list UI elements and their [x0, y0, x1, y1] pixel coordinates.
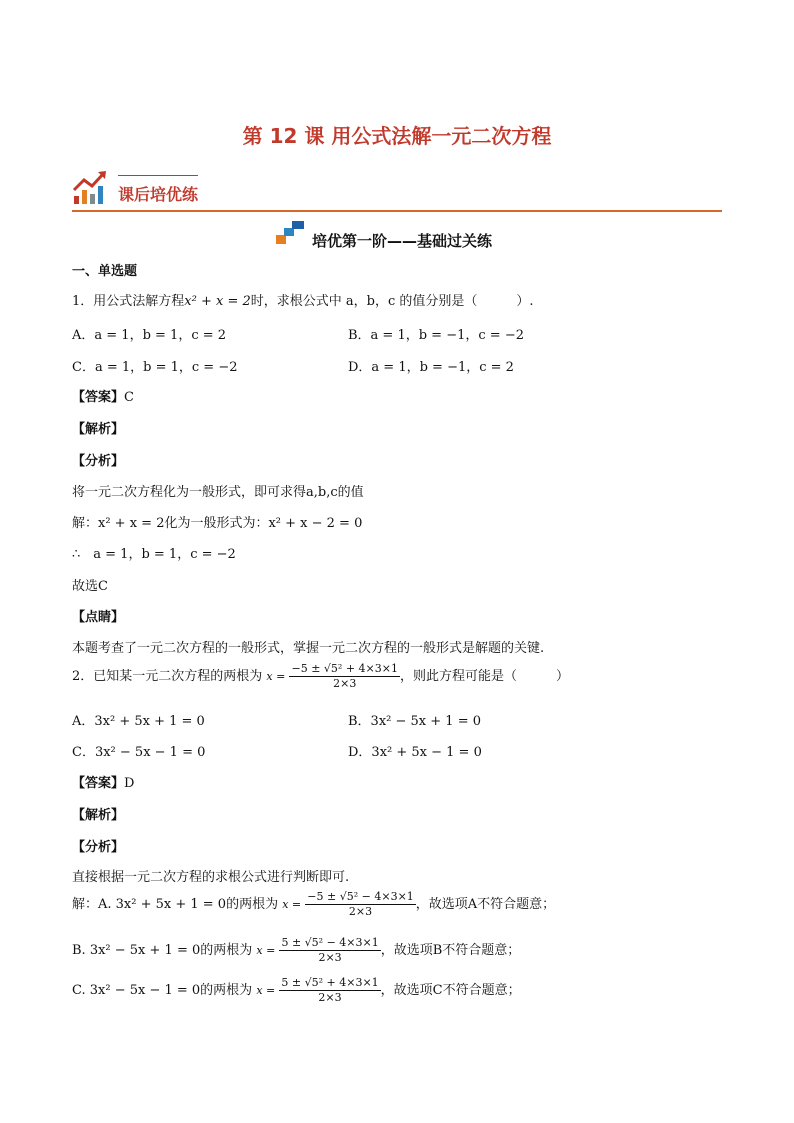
q2-sol-b-denominator: 2×3 — [318, 951, 342, 964]
q2-sol-c-numerator: 5 ± √5² + 4×3×1 — [281, 976, 379, 989]
q2-solution-b: B. 3x² − 5x + 1 = 0的两根为 x = $\frac{\text{5 ± √5² − 4×3×1}}{2\times 3}$ ，故选项B不符合题意； — [72, 936, 521, 964]
q2-sol-c-fraction — [279, 976, 380, 1005]
q2-analysis: 直接根据一元二次方程的求根公式进行判断即可. — [72, 870, 350, 885]
q1-solution-3: 故选C — [72, 579, 108, 594]
q2-answer-label: 【答案】 — [72, 776, 125, 791]
q2-sol-a-denominator: 2×3 — [348, 905, 373, 918]
q2-sol-c-post: ，故选项C不符合题意； — [380, 983, 521, 998]
q2-sol-a-post: ，故选项A不符合题意； — [415, 897, 556, 912]
q2-sol-a-fraction — [305, 890, 415, 919]
stairs-icon — [276, 221, 306, 245]
banner-rule — [118, 175, 198, 176]
q2-root-numerator: −5 ± √5² + 4×3×1 — [291, 662, 398, 675]
q1-equation: x² + x = 2 — [184, 294, 251, 309]
q2-sol-b-pre: B. 3x² − 5x + 1 = 0的两根为 — [72, 943, 253, 958]
q2-solution-a: 解：A. 3x² + 5x + 1 = 0的两根为 x = $\frac{\text{−5 ± √5² − 4×3×1}}{2\times 3}$ ，故选项A不符合题意； — [72, 890, 556, 918]
q1-answer — [72, 386, 134, 405]
q1-analysis: 将一元二次方程化为一般形式，即可求得a,b,c的值 — [72, 485, 364, 500]
q2-sol-b-numerator: 5 ± √5² − 4×3×1 — [281, 936, 379, 949]
q2-sol-a-pre: 解：A. 3x² + 5x + 1 = 0的两根为 — [72, 897, 279, 912]
q1-stem-b: 时，求根公式中 a，b，c 的值分别是（ ）. — [250, 294, 534, 309]
q2-stem-b: ，则此方程可能是（ ） — [399, 669, 569, 684]
q2-sol-c-pre: C. 3x² − 5x − 1 = 0的两根为 — [72, 983, 253, 998]
q1-option-d: D．a = 1，b = −1，c = 2 — [348, 360, 514, 375]
q2-root-fraction — [289, 662, 399, 691]
q1-option-c: C．a = 1，b = 1，c = −2 — [72, 360, 238, 375]
q2-jiexi: 【解析】 — [72, 808, 125, 823]
q2-root-lhs: x = — [266, 670, 286, 683]
q2-answer-value: D — [124, 776, 135, 791]
q2-sol-b-post: ，故选项B不符合题意； — [380, 943, 521, 958]
q2-stem — [72, 662, 569, 691]
q2-fenxi: 【分析】 — [72, 840, 125, 855]
stage-heading: 培优第一阶——基础过关练 — [312, 232, 493, 250]
q1-fenxi: 【分析】 — [72, 454, 125, 469]
q2-option-d: D．3x² + 5x − 1 = 0 — [348, 745, 482, 760]
q1-comment: 本题考查了一元二次方程的一般形式，掌握一元二次方程的一般形式是解题的关键. — [72, 641, 545, 656]
q1-option-a: A．a = 1，b = 1，c = 2 — [72, 328, 227, 343]
q1-solution-1: 解：x² + x = 2化为一般形式为：x² + x − 2 = 0 — [72, 516, 363, 531]
header-divider — [72, 210, 722, 212]
growth-chart-icon — [72, 170, 108, 206]
q2-root-denominator: 2×3 — [333, 677, 357, 690]
q2-sol-a-numerator: −5 ± √5² − 4×3×1 — [307, 890, 414, 903]
q1-dianjing: 【点睛】 — [72, 610, 125, 625]
banner-title: 课后培优练 — [118, 185, 199, 204]
q1-option-b: B．a = 1，b = −1，c = −2 — [348, 328, 524, 343]
q2-solution-c: C. 3x² − 5x − 1 = 0的两根为 x = $\frac{\text{5 ± √5² + 4×3×1}}{2\times 3}$ ，故选项C不符合题意； — [72, 976, 521, 1004]
q2-option-a: A．3x² + 5x + 1 = 0 — [72, 714, 205, 729]
q1-stem — [72, 290, 534, 309]
section-heading: 一、单选题 — [72, 264, 138, 279]
q2-answer — [72, 772, 134, 791]
q1-solution-2: ∴ a = 1，b = 1，c = −2 — [72, 547, 236, 562]
q2-stem-a: 2．已知某一元二次方程的两根为 — [72, 669, 263, 684]
q1-answer-label: 【答案】 — [72, 390, 125, 405]
q1-jiexi: 【解析】 — [72, 422, 125, 437]
q2-sol-c-denominator: 2×3 — [318, 991, 342, 1004]
q2-sol-b-fraction — [279, 936, 380, 965]
page-title: 第 12 课 用公式法解一元二次方程 — [242, 124, 552, 148]
q2-option-b: B．3x² − 5x + 1 = 0 — [348, 714, 481, 729]
q2-option-c: C．3x² − 5x − 1 = 0 — [72, 745, 206, 760]
q1-stem-a: 1．用公式法解方程 — [72, 294, 185, 309]
q1-answer-value: C — [124, 390, 134, 405]
